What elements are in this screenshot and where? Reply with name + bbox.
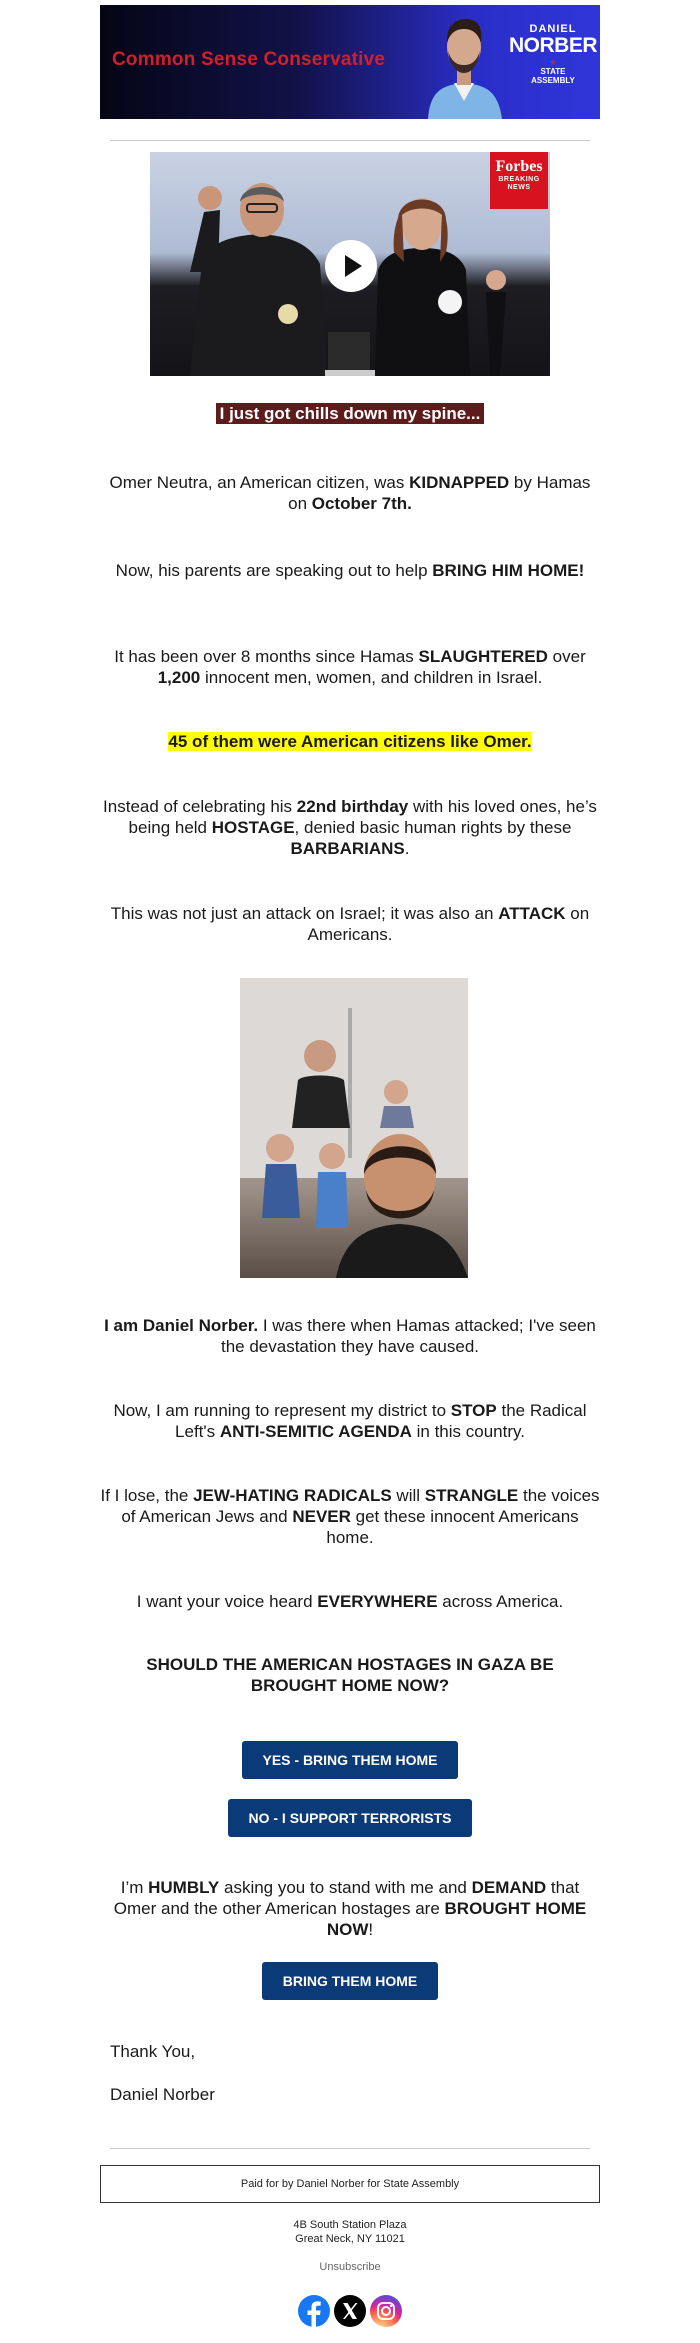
- logo-star: ★: [548, 57, 558, 67]
- text: .: [404, 839, 410, 858]
- footer-divider: [110, 2148, 590, 2149]
- facebook-icon[interactable]: [298, 2295, 330, 2327]
- emphasis: 1,200: [157, 668, 201, 687]
- no-support-terrorists-button[interactable]: NO - I SUPPORT TERRORISTS: [228, 1799, 472, 1837]
- emphasis: ATTACK: [498, 904, 566, 923]
- logo-last-name: NORBER: [508, 34, 597, 57]
- text: Now, I am running to represent my district to: [113, 1401, 451, 1420]
- emphasis: ANTI-SEMITIC AGENDA: [219, 1422, 412, 1441]
- text: with his loved ones, he’s being held: [128, 797, 597, 837]
- text: If I lose, the: [100, 1486, 194, 1505]
- paragraph-introduction: [100, 1315, 600, 1357]
- bring-them-home-button[interactable]: BRING THEM HOME: [262, 1962, 438, 2000]
- text: This was not just an attack on Israel; it was also an: [110, 904, 499, 923]
- text: Instead of celebrating his: [103, 797, 297, 816]
- text: Omer Neutra, an American citizen, was: [109, 473, 410, 492]
- paragraph-demand: [100, 1877, 600, 1940]
- emphasis: HOSTAGE: [211, 818, 295, 837]
- logo-office-line1: STATE: [540, 67, 566, 76]
- highlight-text: 45 of them were American citizens like Omer.: [168, 732, 532, 751]
- emphasis: STOP: [450, 1401, 497, 1420]
- text: I’m: [120, 1878, 149, 1897]
- candidate-portrait: [420, 5, 508, 119]
- shelter-photo-image: [240, 978, 468, 1278]
- play-icon[interactable]: [325, 240, 377, 292]
- paragraph-kidnapped: [100, 472, 600, 514]
- emphasis: BROUGHT HOME NOW: [326, 1899, 587, 1939]
- text: in this country.: [411, 1422, 525, 1441]
- unsubscribe-link[interactable]: Unsubscribe: [319, 2261, 381, 2273]
- text: !: [368, 1920, 374, 1939]
- header-banner[interactable]: [100, 5, 600, 119]
- logo-office-line2: ASSEMBLY: [531, 76, 575, 85]
- paragraph-hostage: [100, 796, 600, 859]
- emphasis: October 7th.: [311, 494, 412, 513]
- emphasis: HUMBLY: [148, 1878, 220, 1897]
- text: innocent men, women, and children in Israel.: [200, 668, 543, 687]
- paid-for-disclaimer: Paid for by Daniel Norber for State Assembly: [100, 2165, 600, 2203]
- poll-question-text: SHOULD THE AMERICAN HOSTAGES IN GAZA BE BROUGHT HOME NOW?: [146, 1655, 554, 1695]
- text: asking you to stand with me and: [219, 1878, 472, 1897]
- emphasis: 22nd birthday: [296, 797, 409, 816]
- text: across America.: [437, 1592, 564, 1611]
- x-icon[interactable]: [334, 2295, 366, 2327]
- emphasis: NEVER: [292, 1507, 351, 1526]
- forbes-badge-title: Forbes: [495, 158, 543, 175]
- text: , denied basic human rights by these: [294, 818, 572, 837]
- text: will: [391, 1486, 425, 1505]
- text: the voices of American Jews and: [121, 1486, 600, 1526]
- paragraph-attack: [100, 903, 600, 945]
- paragraph-highlighted: [100, 731, 600, 752]
- forbes-badge-line2: NEWS: [507, 184, 531, 191]
- emphasis: DEMAND: [471, 1878, 547, 1897]
- signoff-name: Daniel Norber: [110, 2085, 215, 2104]
- candidate-logo: [508, 23, 598, 85]
- signoff-thanks: Thank You,: [110, 2042, 196, 2061]
- text: I was there when Hamas attacked; I've seen the devastation they have caused.: [220, 1316, 596, 1356]
- emphasis: I am Daniel Norber.: [104, 1316, 259, 1335]
- headline-text: I just got chills down my spine...: [216, 403, 485, 424]
- emphasis: JEW-HATING RADICALS: [193, 1486, 392, 1505]
- text: on Americans.: [307, 904, 590, 944]
- emphasis: STRANGLE: [424, 1486, 519, 1505]
- banner-title: Common Sense Conservative: [112, 49, 386, 70]
- address-line2: Great Neck, NY 11021: [295, 2233, 405, 2245]
- paragraph-parents: [100, 560, 600, 581]
- text: get these innocent Americans home.: [326, 1507, 579, 1547]
- text: that Omer and the other American hostages are: [113, 1878, 580, 1918]
- divider: [110, 140, 590, 141]
- shelter-photo: [240, 978, 468, 1278]
- paragraph-running: [100, 1400, 600, 1442]
- paragraph-voice: [100, 1591, 600, 1612]
- emphasis: KIDNAPPED: [409, 473, 510, 492]
- video-thumbnail[interactable]: [150, 152, 550, 376]
- poll-question: [100, 1654, 600, 1696]
- yes-bring-them-home-button[interactable]: YES - BRING THEM HOME: [242, 1741, 458, 1779]
- logo-first-name: DANIEL: [529, 23, 577, 35]
- headline: [100, 404, 600, 424]
- emphasis: BRING HIM HOME!: [432, 561, 585, 580]
- emphasis: EVERYWHERE: [317, 1592, 438, 1611]
- text: the Radical Left's: [175, 1401, 587, 1441]
- forbes-badge: [490, 152, 548, 209]
- emphasis: BARBARIANS: [290, 839, 405, 858]
- paragraph-if-i-lose: [100, 1485, 600, 1548]
- text: It has been over 8 months since Hamas: [114, 647, 419, 666]
- forbes-badge-line1: BREAKING: [498, 176, 540, 183]
- text: Now, his parents are speaking out to help: [115, 561, 433, 580]
- text: over: [547, 647, 586, 666]
- address-line1: 4B South Station Plaza: [293, 2219, 407, 2231]
- text: by Hamas on: [288, 473, 591, 513]
- text: I want your voice heard: [136, 1592, 318, 1611]
- paragraph-slaughtered: [100, 646, 600, 688]
- instagram-icon[interactable]: [370, 2295, 402, 2327]
- emphasis: SLAUGHTERED: [418, 647, 548, 666]
